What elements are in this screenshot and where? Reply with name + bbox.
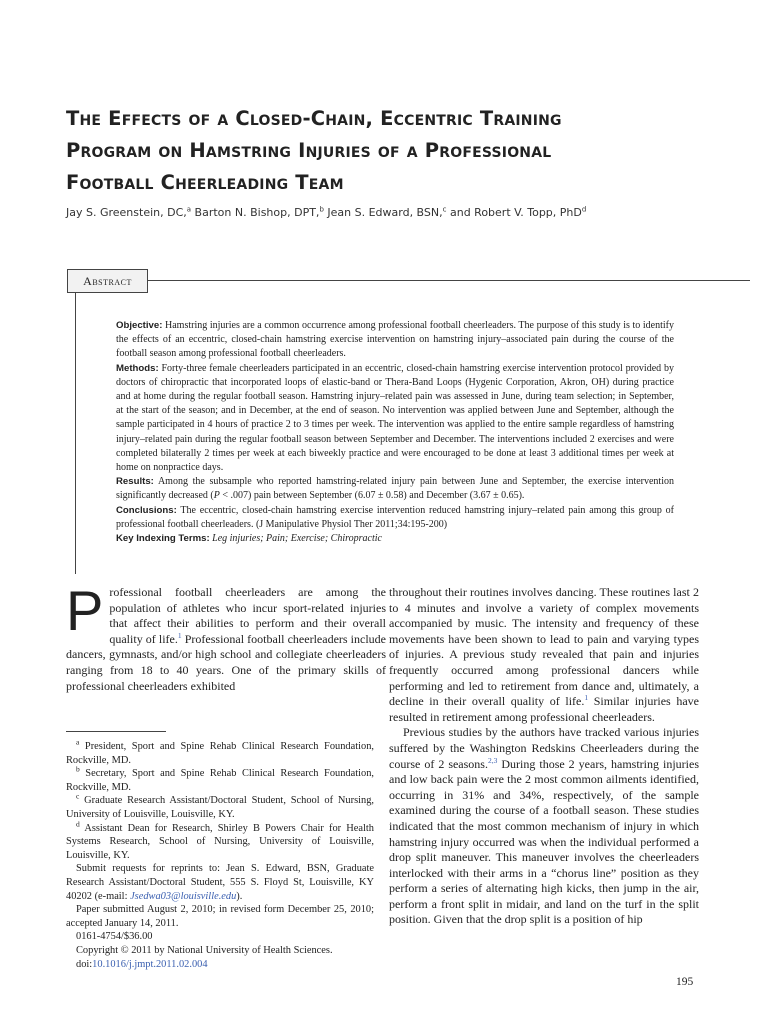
- intro-text-b: Professional football cheerleaders include dancers, gymnasts, and/or high school and collegiate cheerleaders ranging from 18 to 40 years. One of the primary skills of professional cheerleaders exhibited: [66, 631, 386, 693]
- reprints-text-b: ).: [236, 890, 243, 902]
- abstract-label: Abstract: [67, 269, 148, 293]
- title-line-1: The Effects of a Closed-Chain, Eccentric Training: [66, 107, 562, 130]
- title-line-3: Football Cheerleading Team: [66, 171, 344, 194]
- drop-cap: P: [66, 579, 104, 642]
- results-p-symbol: P: [213, 490, 220, 502]
- footnote-c-text: Graduate Research Assistant/Doctoral Student, School of Nursing, University of Louisville, Louisville, KY.: [66, 795, 374, 820]
- citation-1[interactable]: 1: [177, 630, 182, 640]
- footnote-d: [66, 819, 374, 863]
- doi-line: [66, 958, 374, 972]
- footnote-d-text: Assistant Dean for Research, Shirley B Powers Chair for Health Systems Research, School of Nursing, University of Louisville, Louisville, KY.: [66, 822, 374, 861]
- title-line-2: Program on Hamstring Injuries of a Professional: [66, 139, 552, 162]
- body-column-left: [66, 579, 386, 694]
- author-2: Barton N. Bishop, DPT,: [191, 206, 320, 219]
- email-link[interactable]: Jsedwa03@louisville.edu: [130, 890, 237, 902]
- keywords-text: Leg injuries; Pain; Exercise; Chiropractic: [209, 533, 382, 545]
- abstract-body: [116, 319, 674, 546]
- abstract-left-rule: [75, 292, 76, 574]
- doi-label: doi:: [76, 958, 93, 970]
- keywords-label: Key Indexing Terms:: [116, 533, 210, 545]
- right-paragraph-2: [389, 725, 699, 928]
- conclusions-label: Conclusions:: [116, 504, 177, 516]
- footnote-b-text: Secretary, Sport and Spine Rehab Clinical Research Foundation, Rockville, MD.: [66, 768, 374, 793]
- abstract-objective: [116, 319, 674, 362]
- footnote-b: [66, 764, 374, 794]
- intro-paragraph: [66, 579, 386, 694]
- doi-link[interactable]: 10.1016/j.jmpt.2011.02.004: [92, 958, 208, 970]
- footnote-a-marker: a: [76, 737, 80, 747]
- author-2-affiliation: b: [319, 205, 324, 214]
- objective-label: Objective:: [116, 320, 163, 331]
- footnote-b-marker: b: [76, 764, 80, 774]
- intro-text-a: rofessional football cheerleaders are among the population of athletes who incur sport-related injuries that affect their abilities to perform and their overall quality of life.: [109, 585, 386, 646]
- right-p2-text-b: During those 2 years, hamstring injuries and low back pain were the 2 most common ailments identified, occurring in 31% and 34%, respectively, of the sample examined during the course of a football season. These studies indicated that the most common mechanism of injury in which hamstring injury occurred was when the individual performed a drop split maneuver. This maneuver involves the cheerleaders interlocked with their arms in a “chorus line” position as they perform a series of alternating high kicks, then jump in the air, perform a front split in midair, and land on the turf in the split position. Given that the drop split is a position of hip: [389, 756, 699, 927]
- reprints-text-a: Submit requests for reprints to: Jean S. Edward, BSN, Graduate Research Assistant/Doctoral Student, 555 S. Floyd St, Louisville, KY 40202 (e-mail:: [66, 863, 374, 902]
- author-3: Jean S. Edward, BSN,: [323, 206, 443, 219]
- author-4: and Robert V. Topp, PhD: [446, 206, 582, 219]
- methods-label: Methods:: [116, 362, 159, 374]
- results-text-a: Among the subsample who reported hamstring-related injury pain between June and September, the exercise intervention significantly decreased (: [116, 476, 674, 502]
- objective-text: Hamstring injuries are a common occurrence among professional football cheerleaders. The purpose of this study is to identify the effects of an eccentric, closed-chain hamstring exercise intervention on hamstring injury–associated pain during the course of the football season among professional football cheerleaders.: [116, 320, 674, 360]
- footnote-c: [66, 791, 374, 821]
- right-p1-text-b: Similar injuries have resulted in retirement among professional cheerleaders.: [389, 694, 699, 724]
- author-1-affiliation: a: [186, 205, 192, 214]
- right-paragraph-1: [389, 585, 699, 725]
- author-list: [66, 206, 706, 219]
- issn-price: 0161-4754/$36.00: [76, 931, 153, 943]
- results-label: Results:: [116, 476, 154, 488]
- reprint-requests: [66, 862, 374, 903]
- footnote-a: [66, 737, 374, 767]
- submission-dates: Paper submitted August 2, 2010; in revised form December 25, 2010; accepted January 14, 2011.: [66, 904, 374, 929]
- footnote-c-marker: c: [76, 791, 80, 801]
- abstract-conclusions: [116, 504, 674, 532]
- footnote-rule: [66, 731, 166, 732]
- conclusions-text: The eccentric, closed-chain hamstring exercise intervention reduced hamstring injury–related pain among this group of professional football cheerleaders. (J Manipulative Physiol Ther 2011;34:195-200): [116, 504, 674, 530]
- right-p1-text-a: throughout their routines involves dancing. These routines last 2 to 4 minutes and involve a variety of complex movements accompanied by music. The intensity and frequency of these movements have been shown to lead to pain and varying types of injuries. A previous study revealed that pain and injuries frequently occurred among professional dancers while performing and led to retirement from dance and, ultimately, a decline in their overall quality of life.: [389, 585, 699, 709]
- footnote-a-text: President, Sport and Spine Rehab Clinical Research Foundation, Rockville, MD.: [66, 741, 374, 766]
- author-3-affiliation: c: [442, 205, 447, 214]
- body-column-right: [389, 585, 699, 928]
- author-4-affiliation: d: [581, 205, 587, 214]
- footnote-d-marker: d: [76, 819, 80, 829]
- copyright: Copyright © 2011 by National University of Health Sciences.: [76, 944, 333, 956]
- citation-1-right[interactable]: 1: [584, 693, 589, 703]
- abstract-top-rule: [147, 280, 750, 281]
- results-text-b: < .007) pain between September (6.07 ± 0.58) and December (3.67 ± 0.65).: [219, 490, 525, 502]
- abstract-results: [116, 475, 674, 503]
- author-1: Jay S. Greenstein, DC,: [66, 206, 187, 219]
- footnotes: [66, 737, 374, 971]
- right-p2-text-a: Previous studies by the authors have tracked various injuries suffered by the Washington Redskins Cheerleaders during the course of 2 seasons.: [389, 725, 699, 771]
- page-number: 195: [676, 976, 694, 988]
- methods-text: Forty-three female cheerleaders participated in an eccentric, closed-chain hamstring exercise intervention protocol provided by doctors of chiropractic that incorporated loops of elastic-band or Thera-Band Loops (Hygenic Corporation, Akron, OH) during practice and at home during the regular football season. Hamstring injury–related pain was assessed in June, during team selection; in September, at the start of the season; and in December, at the end of season. No intervention was applied between June and September, although the sample participated in 4 hours of practice 2 to 3 times per week. The intervention was applied to the entire sample regardless of hamstring injury–related pain during the regular football season between September and December. The interventions included 2 exercises and were completed bilaterally 2 times per week at each biweekly practice and were encouraged to be done at least 3 additional times per week at home on nonpractice days.: [116, 362, 674, 474]
- article-title: [66, 103, 726, 199]
- abstract-keywords: [116, 532, 674, 546]
- citation-2-3[interactable]: 2,3: [487, 755, 498, 765]
- abstract-methods: [116, 362, 674, 476]
